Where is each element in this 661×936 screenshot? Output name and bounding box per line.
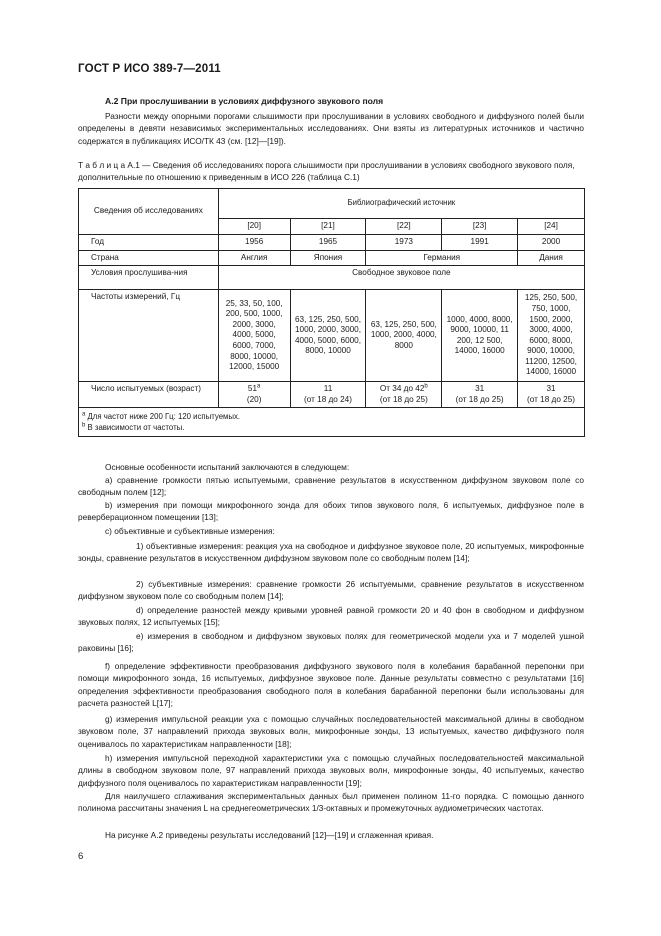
frequencies-cell: 63, 125, 250, 500, 1000, 2000, 3000, 4000, 5000, 6000, 8000, 10000 <box>290 290 366 382</box>
footnote-b: $^b$ В зависимости от частоты. <box>82 422 185 433</box>
row-label-conditions: Условия прослушива-ния <box>79 266 219 290</box>
conditions-cell: Свободное звуковое поле <box>218 266 584 290</box>
row-label-frequencies: Частоты измерений, Гц <box>79 290 219 382</box>
subjects-cell: 11 (от 18 до 24) <box>290 382 366 408</box>
source-cell: [22] <box>366 219 442 235</box>
source-cell: [20] <box>218 219 290 235</box>
year-cell: 1965 <box>290 235 366 251</box>
subjects-cell: От 34 до 42$^b$ (от 18 до 25) <box>366 382 442 408</box>
list-item-d: d) определение разностей между кривыми уровней равной громкости 20 и 40 фон в свободном и диффузном звуковых полях, 12 испытуемых [15]; <box>78 605 584 628</box>
year-cell: 1956 <box>218 235 290 251</box>
source-cell: [21] <box>290 219 366 235</box>
row-label-year: Год <box>79 235 219 251</box>
studies-table <box>78 188 585 437</box>
list-item-h: h) измерения импульсной переходной характеристики уха с помощью случайных последовательностей максимальной длины в свободном звуковом поле, 97 направлений прихода звуковых волн, микрофонные зонды, 40 испытуемых, качество диффузного поля оценивалось по характеристикам направленности [19]; <box>78 753 584 788</box>
table-caption: Т а б л и ц а А.1 — Сведения об исследованиях порога слышимости при прослушивании в условиях свободного звукового поля, дополнительные по отношению к приведенным в ИСО 226 (таблица С.1) <box>78 160 575 182</box>
table-footnotes <box>79 408 585 437</box>
frequencies-cell: 125, 250, 500, 750, 1000, 1500, 2000, 3000, 4000, 6000, 8000, 9000, 10000, 11200, 12500, 14000, 16000 <box>518 290 585 382</box>
page-number: 6 <box>78 851 84 862</box>
row-label-country: Страна <box>79 250 219 266</box>
document-header: ГОСТ Р ИСО 389-7—2011 <box>78 63 221 75</box>
subjects-cell: $51^а$ (20) <box>218 382 290 408</box>
country-cell: Англия <box>218 250 290 266</box>
frequencies-cell: 63, 125, 250, 500, 1000, 2000, 4000, 8000 <box>366 290 442 382</box>
country-cell: Япония <box>290 250 366 266</box>
subjects-cell: 31 (от 18 до 25) <box>518 382 585 408</box>
frequencies-cell: 25, 33, 50, 100, 200, 500, 1000, 2000, 3000, 4000, 5000, 6000, 7000, 8000, 10000, 12000, 15000 <box>218 290 290 382</box>
list-subitem-2: 2) субъективные измерения: сравнение громкости 26 испытуемыми, сравнение результатов в искусственном диффузном звуковом поле со свободным полем [14]; <box>78 579 584 602</box>
year-cell: 1973 <box>366 235 442 251</box>
body-paragraph: На рисунке А.2 приведены результаты исследований [12]—[19] и сглаженная кривая. <box>105 830 434 840</box>
year-cell: 1991 <box>442 235 518 251</box>
source-cell: [23] <box>442 219 518 235</box>
list-item-g: g) измерения импульсной реакции уха с помощью случайных последовательностей максимальной длины в свободном звуковом поле, 37 направлений прихода звуковых волн, микрофонные зонды, 13 испытуемых, качество диффузного поля оценивалось по характеристикам направленности [18]; <box>78 714 584 749</box>
country-cell: Германия <box>366 250 518 266</box>
subjects-cell: 31 (от 18 до 25) <box>442 382 518 408</box>
body-paragraph: Основные особенности испытаний заключаются в следующем: <box>105 462 350 472</box>
footnote-a: $^а$ Для частот ниже 200 Гц: 120 испытуемых. <box>82 411 241 422</box>
body-paragraph: Для наилучшего сглаживания экспериментальных данных был применен полином 11-го порядка. С помощью данного полинома рассчитаны значения L на среднегеометрических 1/3-октавных и промежуточных аудиометрических частотах. <box>78 791 584 814</box>
frequencies-cell: 1000, 4000, 8000, 9000, 10000, 11 200, 12 500, 14000, 16000 <box>442 290 518 382</box>
section-title: А.2 При прослушивании в условиях диффузного звукового поля <box>105 96 384 106</box>
list-subitem-1: 1) объективные измерения: реакция уха на свободное и диффузное звуковое поле, 20 испытуемых, микрофонные зонды, сравнение результатов в искусственном диффузном звуковом поле со свободным полем [14]; <box>78 541 584 564</box>
year-cell: 2000 <box>518 235 585 251</box>
source-cell: [24] <box>518 219 585 235</box>
row-label-subjects: Число испытуемых (возраст) <box>79 382 219 408</box>
intro-paragraph: Разности между опорными порогами слышимости при прослушивании в условиях свободного и диффузного полей были определены в девяти независимых экспериментальных исследованиях. Они взяты из литературных источников и частично содержатся в публикациях ИСО/ТК 43 (см. [12]—[19]). <box>78 111 584 146</box>
list-item-c: c) объективные и субъективные измерения: <box>105 526 275 536</box>
header-group-cell: Библиографический источник <box>218 189 584 219</box>
list-item-e: e) измерения в свободном и диффузном звуковых полях для геометрической модели уха и 7 моделей ушной раковины [16]; <box>78 631 584 654</box>
list-item-a: a) сравнение громкости пятью испытуемыми, сравнение результатов в искусственном диффузном звуковом поле со свободным полем [12]; <box>78 475 584 498</box>
country-cell: Дания <box>518 250 585 266</box>
list-item-b: b) измерения при помощи микрофонного зонда для обоих типов звукового поля, 6 испытуемых, диффузное поле в реверберационном помещении [13]; <box>78 500 584 523</box>
header-left-cell: Сведения об исследованиях <box>79 189 219 235</box>
list-item-f: f) определение эффективности преобразования диффузного звукового поля в колебания барабанной перепонки при помощи микрофонного зонда, 16 испытуемых, диффузное звуковое поле. Данные результаты совместно с результатами [16] определения эффективности преобразования свободного поля в колебания барабанной перепонки были использованы для расчета разностей L[17]; <box>78 661 584 708</box>
